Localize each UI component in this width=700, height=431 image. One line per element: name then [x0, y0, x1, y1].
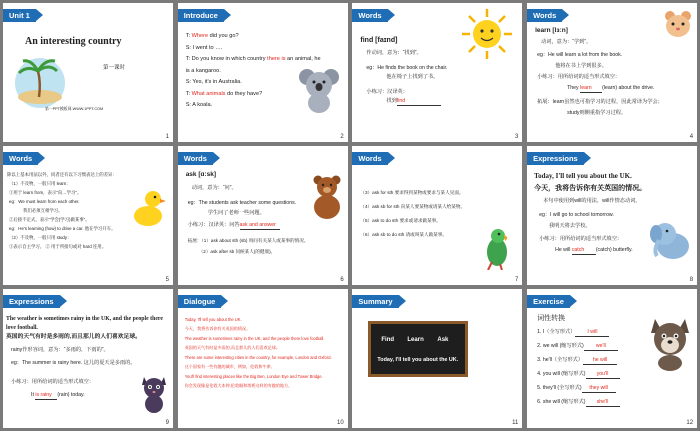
koala-illustration [298, 65, 340, 113]
slide-footer: 第一PPT模板网-WWW.1PPT.COM [45, 107, 104, 111]
exercise-line: They learn (learn) about the drive. [567, 85, 654, 93]
example-translation: 我明天将去学校。 [549, 223, 591, 229]
slide-thumbnail-7[interactable] [352, 146, 522, 285]
slide-header: Expressions [527, 152, 584, 165]
slide-header: Words [352, 152, 387, 165]
note-line: （2）不及物，一般只用 study： [9, 235, 72, 240]
exercise-item: 3. he'll（全写形式） he will [537, 357, 617, 365]
board-word-find: Find [381, 337, 395, 343]
sun-illustration [460, 7, 514, 61]
example-sentence: eg：The summer is rainy here. 这儿的夏天是多雨的。 [11, 360, 136, 366]
word-meaning: 作动词，意为：“找到”。 [366, 50, 422, 56]
exercise-line: He will catch (catch) butterfly. [555, 247, 633, 255]
slide-number: 6 [340, 277, 344, 283]
wolf-illustration [647, 315, 693, 371]
slide-header: Introduce [178, 9, 224, 22]
note-line: ①表示自主学习。 ② 用于所接句或对 hard 连用。 [9, 244, 107, 249]
word-phonetic: find [faɪnd] [360, 37, 398, 44]
exercise-item: 1. I（全写形式） I will [537, 329, 609, 337]
exercise-prompt: 小练习：用所给词的适当形式填空： [11, 379, 95, 385]
slide-header: Exercise [527, 295, 570, 308]
example-sentence: eg：The students ask teacher some questions. [187, 200, 297, 206]
slide-thumbnail-11[interactable] [352, 289, 522, 428]
bear-illustration [310, 174, 344, 220]
hamster-illustration [662, 9, 694, 39]
dialogue-line: 今天，我将告诉你有关英国的情况。 [184, 326, 251, 331]
expression-english: The weather is sometimes rainy in the UK, and the people there love football. [6, 316, 163, 331]
exercise-line: 小练习：汉译英：问答ask and answer [188, 222, 280, 230]
dialogue-line: S: Yes, it's in Australia. [185, 79, 242, 85]
dialogue-line: There are some interesting cities in the country, for example, London and Oxford. [184, 355, 332, 360]
exercise-answer: ask and answer [240, 222, 280, 230]
cat-illustration [139, 373, 169, 413]
dialogue-line: 这个国家有一些有趣的城市，例如，伦敦和牛津。 [184, 364, 275, 369]
note-line: ②后接不定式，表示“学会(学习)做某事”。 [9, 217, 90, 222]
expression-chinese: 英国的天气有时是多雨的,而且那儿的人们喜欢足球。 [6, 334, 141, 340]
exercise-line: 找到find [386, 98, 440, 106]
example-sentence: eg：I will go to school tomorrow. [539, 212, 614, 218]
note-line: eg：He's learning (how) to drive a car. 他在学习开车。 [9, 226, 116, 231]
exercise-prompt: 小练习：用所给词的适当形式填空： [539, 236, 623, 242]
slide-number: 12 [686, 420, 694, 426]
slide-sorter-grid [3, 3, 697, 428]
example-sentence: eg：He will learn a lot from the book. [537, 52, 623, 58]
dialogue-line: T: Do you know in which country there is an animal, he [185, 56, 321, 62]
slide-header: Expressions [3, 295, 60, 308]
extension-note: 拓展：（1）ask about sth (sb) 询问有关某人或某事的情况。 [187, 238, 309, 243]
word-meaning: 动词，意为：“学到”。 [541, 39, 592, 45]
dialogue-line: T: What animals do they have? [185, 90, 263, 97]
dialogue-line: 你会发现像是伦敦大本钟,伦敦眼和塔桥这样的有趣的地方。 [184, 383, 293, 388]
exercise-prompt: 小练习：用所给词的适当形式填空： [537, 74, 621, 80]
word-meaning: 动词，意为：“问”。 [191, 185, 237, 191]
slide-header: Words [352, 9, 387, 22]
board-word-learn: Learn [407, 337, 424, 343]
extension-note: （6）ask sb to do sth 请或叫某人做某事。 [360, 232, 447, 237]
exercise-answer: find [397, 98, 441, 106]
exercise-answer: is rainy [35, 392, 57, 400]
slide-thumbnail-9[interactable] [3, 289, 173, 428]
slide-thumbnail-8[interactable] [527, 146, 697, 285]
slide-thumbnail-3[interactable] [352, 3, 522, 142]
slide-thumbnail-4[interactable] [527, 3, 697, 142]
exercise-item: 4. you will (缩写形式) you'll [537, 371, 619, 379]
slide-number: 11 [512, 420, 519, 426]
example-sentence: eg：He finds the book on the chair. [366, 65, 448, 71]
extension-note: （5）ask to do sth 要求或请求做某事。 [360, 218, 441, 223]
board-word-ask: Ask [437, 337, 449, 343]
exercise-item: 2. we will (缩写形式) we'll [537, 343, 618, 351]
slide-number: 2 [340, 134, 344, 140]
extension-note: （4）ask sb for sth 向某人要某物或请某人给某物。 [360, 204, 466, 209]
exercise-answer: learn [580, 85, 602, 93]
blackboard [368, 321, 468, 377]
slide-subtitle: 第一课时 [103, 65, 126, 71]
note-line: ①用于 learn from，表示“向…学习”。 [9, 190, 82, 195]
extension-note: study则侧重指学习过程。 [567, 110, 627, 116]
slide-header: Dialogue [178, 295, 222, 308]
board-sentence: Today, I'll tell you about the UK. [377, 357, 459, 363]
slide-thumbnail-1[interactable] [3, 3, 173, 142]
slide-header: Words [527, 9, 562, 22]
slide-header: Words [3, 152, 38, 165]
dialogue-line: 英国的天气有时是多雨的,而且那儿的人们喜欢足球。 [184, 345, 280, 350]
slide-thumbnail-10[interactable] [178, 289, 348, 428]
dialogue-line: is a kangaroo. [185, 67, 221, 74]
extension-note: 拓展：learn虽然也可指学习的过程，因此常译为学会； [537, 99, 663, 105]
slide-header: Summary [352, 295, 398, 308]
slide-header: Words [178, 152, 213, 165]
dialogue-line: S: A koala. [185, 102, 213, 108]
dialogue-line: T: Where did you go? [185, 33, 239, 39]
exercise-answer: catch [572, 247, 596, 255]
slide-number: 4 [689, 134, 694, 140]
slide-title: An interesting country [25, 36, 122, 47]
note-line: （1）不及物，一般只用 learn： [9, 181, 71, 186]
usage-note: 本句中使用到will的用法，will作情态动词。 [543, 198, 641, 204]
slide-thumbnail-6[interactable] [178, 146, 348, 285]
extension-note: （3）ask for sth 要求得到某物或要求与某人见面。 [360, 190, 464, 195]
island-illustration [11, 53, 69, 109]
note-line: eg：We must learn from each other. [9, 199, 80, 204]
expression-english: Today, I'll tell you about the UK. [534, 172, 632, 180]
slide-thumbnail-5[interactable] [3, 146, 173, 285]
note-line: 除以上基本用法以外，同者还有以下习惯表达上的差异： [7, 172, 117, 177]
exercise-prompt: 小练习：汉译英： [366, 89, 408, 95]
slide-number: 10 [337, 420, 344, 426]
slide-number: 1 [165, 134, 169, 140]
dialogue-line: You'll find interesting places like the Big Ben, London Eye and Tower Bridge. [184, 374, 323, 379]
slide-header: Unit 1 [3, 9, 36, 22]
example-translation: 他在椅子上找到了书。 [386, 74, 439, 80]
word-phonetic: ask [ɑːsk] [185, 171, 217, 178]
exercise-item: 6. she will (缩写形式) she'll [537, 399, 619, 407]
usage-note: rainy作形容词，意为：“多雨的，下雨的”。 [11, 347, 109, 353]
slide-number: 8 [689, 277, 694, 283]
parrot-illustration [480, 226, 514, 270]
note-line: 我们必须互相学习。 [23, 208, 63, 213]
extension-note: （2）ask after sb 问候某人(的健康)。 [198, 249, 276, 254]
exercise-item: 5. they'll (全写形式) they will [537, 385, 616, 393]
word-phonetic: learn [lɜːn] [535, 27, 568, 34]
dialogue-line: The weather is sometimes rainy in the UK, and the people there love football. [184, 336, 325, 341]
slide-thumbnail-12[interactable] [527, 289, 697, 428]
elephant-illustration [649, 216, 693, 264]
expression-chinese: 今天，我将告诉你有关英国的情况。 [534, 185, 647, 192]
exercise-title: 词性转换 [537, 315, 566, 322]
slide-number: 3 [515, 134, 519, 140]
example-translation: 学生问了老师一些问题。 [207, 210, 265, 216]
slide-thumbnail-2[interactable] [178, 3, 348, 142]
dialogue-line: Today, I'll tell you about the UK. [184, 317, 242, 322]
slide-number: 9 [165, 420, 169, 426]
example-translation: 他将在书上学到很多。 [555, 63, 607, 69]
slide-number: 7 [515, 277, 519, 283]
dialogue-line: S: I went to …. [185, 44, 223, 51]
slide-number: 5 [165, 277, 169, 283]
duck-illustration [131, 188, 167, 228]
exercise-line: It is rainy (rain) today. [31, 392, 85, 400]
